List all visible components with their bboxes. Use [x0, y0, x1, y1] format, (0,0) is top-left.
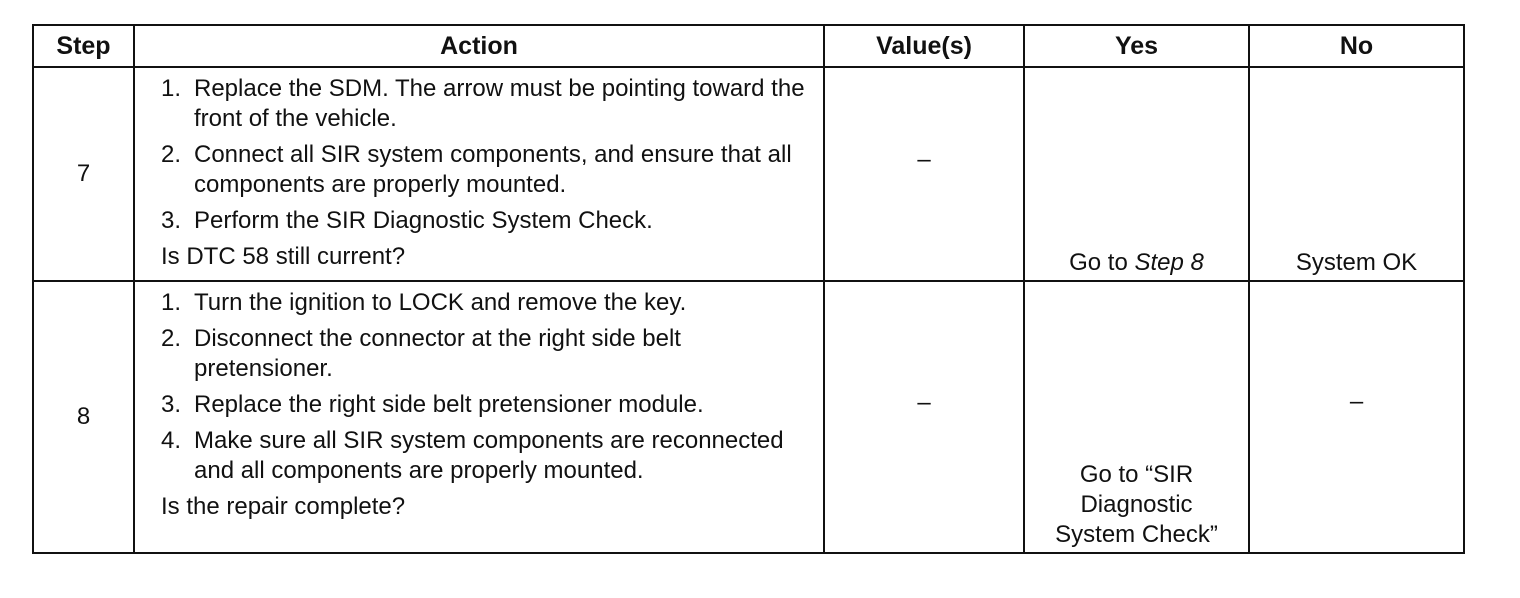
action-item-number: 2.: [161, 141, 182, 168]
action-item: [161, 426, 813, 486]
action-item-text: Perform the SIR Diagnostic System Check.: [194, 207, 653, 234]
header-no: No: [1249, 25, 1464, 67]
table-row-step-7: [33, 67, 1464, 281]
yes-goto-line[interactable]: Diagnostic: [1080, 491, 1193, 518]
action-item-number: 2.: [161, 325, 182, 352]
table-header-row: [33, 25, 1464, 67]
no-cell: [1249, 281, 1464, 553]
no-cell: [1249, 67, 1464, 281]
step-number: 7: [33, 67, 134, 281]
value-cell: [824, 281, 1024, 553]
action-list: [161, 288, 813, 486]
header-yes: Yes: [1024, 25, 1249, 67]
yes-goto-line[interactable]: Go to “SIR: [1079, 461, 1194, 488]
no-dash: –: [1349, 388, 1364, 415]
action-question: Is DTC 58 still current?: [161, 243, 406, 270]
value-cell: [824, 67, 1024, 281]
action-list: [161, 74, 813, 236]
header-action: Action: [134, 25, 824, 67]
action-item: [161, 206, 813, 236]
step-number: 8: [33, 281, 134, 553]
header-step: Step: [33, 25, 134, 67]
action-item-number: 1.: [161, 289, 182, 316]
value-dash: –: [917, 146, 931, 173]
yes-goto-text: Go to: [1069, 249, 1135, 276]
action-item-number: 3.: [161, 391, 182, 418]
value-dash: –: [917, 389, 931, 416]
action-item: [161, 390, 813, 420]
action-question: Is the repair complete?: [161, 493, 406, 520]
action-item-number: 3.: [161, 207, 182, 234]
action-item-text: Replace the right side belt pretensioner module.: [194, 391, 704, 418]
action-item-text: Replace the SDM. The arrow must be pointing toward the front of the vehicle.: [194, 75, 805, 132]
action-item-text: Connect all SIR system components, and ensure that all components are properly mounted.: [194, 141, 792, 198]
action-item-text: Turn the ignition to LOCK and remove the key.: [194, 289, 687, 316]
action-cell: [134, 281, 824, 553]
no-result-text: System OK: [1295, 249, 1418, 276]
action-item: [161, 140, 813, 200]
action-item-text: Disconnect the connector at the right side belt pretensioner.: [194, 325, 681, 382]
action-item-number: 1.: [161, 75, 182, 102]
yes-goto-step-link[interactable]: Step 8: [1134, 249, 1204, 276]
action-item: [161, 324, 813, 384]
yes-cell[interactable]: [1024, 67, 1249, 281]
action-item-text: Make sure all SIR system components are reconnected and all components are properly mounted.: [194, 427, 784, 484]
header-values: Value(s): [824, 25, 1024, 67]
diagnostic-table: [32, 24, 1465, 554]
action-item: [161, 288, 813, 318]
action-cell: [134, 67, 824, 281]
yes-cell[interactable]: [1024, 281, 1249, 553]
yes-goto-line[interactable]: System Check”: [1055, 521, 1218, 548]
action-item: [161, 74, 813, 134]
table-row-step-8: [33, 281, 1464, 553]
action-item-number: 4.: [161, 427, 182, 454]
